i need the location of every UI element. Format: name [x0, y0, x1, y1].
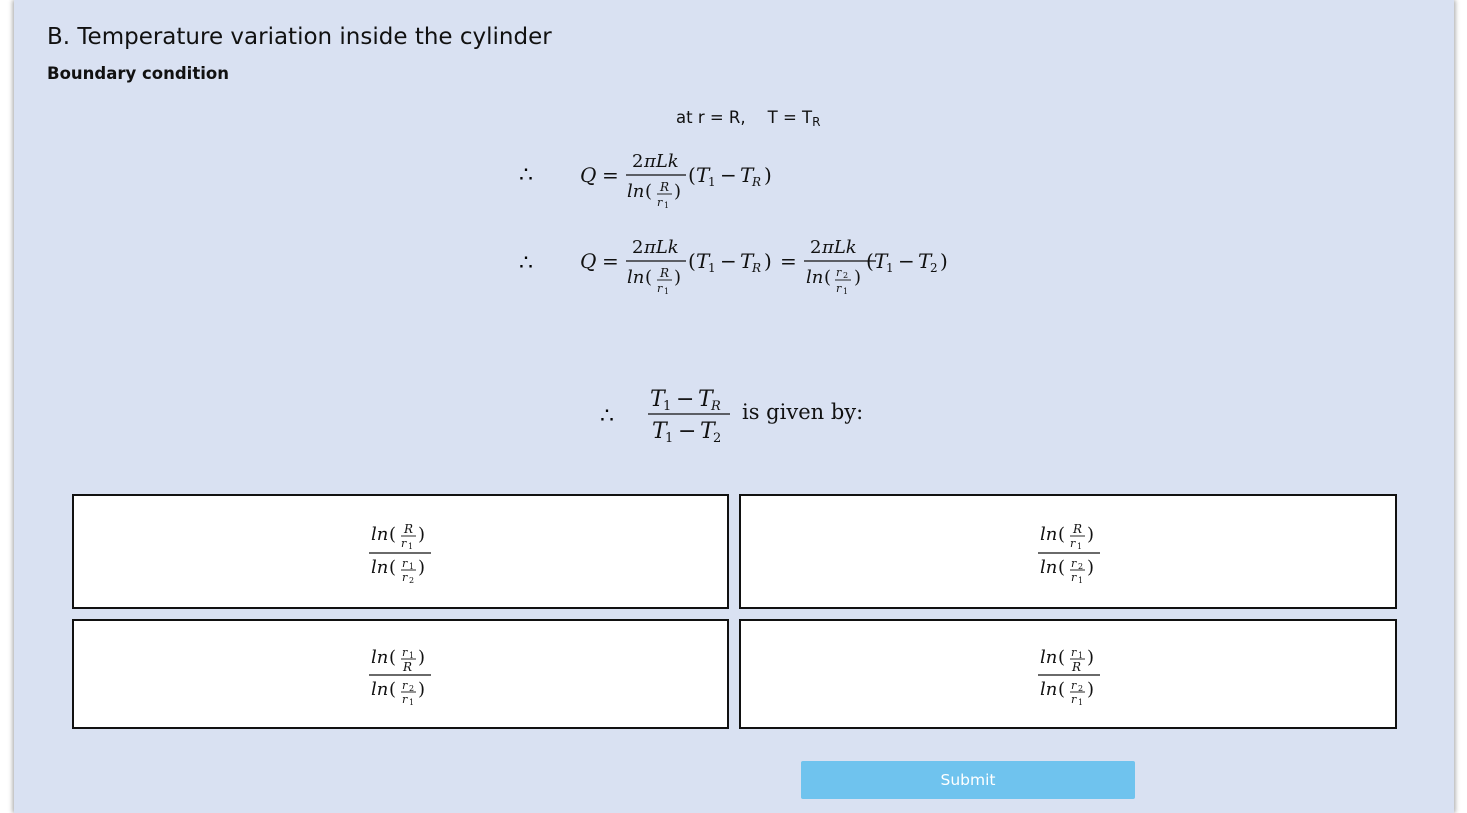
- svg-text:): ): [1087, 524, 1095, 545]
- svg-text:T: T: [918, 249, 932, 273]
- svg-text:(: (: [389, 524, 397, 545]
- svg-text:R: R: [660, 180, 670, 194]
- svg-text:R: R: [1073, 522, 1083, 536]
- svg-text:1: 1: [664, 287, 670, 296]
- svg-text:): ): [418, 647, 426, 668]
- svg-text:r: r: [401, 537, 407, 550]
- svg-text:2: 2: [1078, 684, 1084, 693]
- svg-text:R: R: [711, 399, 721, 414]
- svg-text:ln: ln: [371, 679, 389, 700]
- svg-text:): ): [1087, 679, 1095, 700]
- section-subtitle: Boundary condition: [47, 64, 229, 83]
- svg-text:r: r: [1071, 557, 1077, 570]
- svg-text:T: T: [696, 163, 710, 187]
- svg-text:πLk: πLk: [644, 237, 679, 258]
- svg-text:−: −: [898, 249, 915, 273]
- svg-text:ln: ln: [1040, 679, 1058, 700]
- svg-text:1: 1: [408, 542, 414, 551]
- svg-text:r: r: [657, 196, 663, 209]
- svg-text:T: T: [740, 163, 754, 187]
- question-fraction: [594, 378, 744, 448]
- svg-text:): ): [418, 679, 426, 700]
- svg-text:2: 2: [409, 576, 415, 585]
- svg-text:R: R: [403, 660, 413, 674]
- svg-text:r: r: [657, 282, 663, 295]
- svg-text:T: T: [652, 419, 667, 444]
- svg-text:R: R: [660, 266, 670, 280]
- svg-text:−: −: [676, 387, 695, 412]
- svg-text:−: −: [678, 419, 697, 444]
- question-text: is given by:: [742, 400, 864, 424]
- svg-text:−: −: [720, 249, 737, 273]
- svg-text:T: T: [740, 249, 754, 273]
- submit-button[interactable]: Submit: [801, 761, 1135, 799]
- svg-text:2: 2: [1078, 562, 1084, 571]
- section-title: B. Temperature variation inside the cylinder: [47, 24, 552, 50]
- svg-text:(: (: [1058, 524, 1066, 545]
- svg-text:r: r: [402, 571, 408, 584]
- therefore-2: ∴: [519, 251, 533, 276]
- svg-text:1: 1: [1077, 542, 1083, 551]
- equation-1: [514, 140, 814, 215]
- svg-text:2: 2: [810, 237, 822, 258]
- option-d-formula: [741, 621, 1399, 727]
- svg-text:1: 1: [409, 698, 415, 707]
- svg-text:r: r: [1071, 693, 1077, 706]
- therefore-1: ∴: [519, 163, 533, 188]
- svg-text:): ): [854, 267, 862, 288]
- option-b[interactable]: [739, 494, 1397, 609]
- svg-text:1: 1: [663, 399, 672, 414]
- svg-text:ln: ln: [371, 524, 389, 545]
- svg-text:πLk: πLk: [822, 237, 857, 258]
- svg-text:): ): [764, 249, 772, 273]
- svg-text:1: 1: [409, 651, 415, 660]
- svg-text:(: (: [688, 163, 696, 187]
- svg-text:R: R: [1072, 660, 1082, 674]
- svg-text:ln: ln: [371, 647, 389, 668]
- equation-2: [514, 228, 974, 303]
- svg-text:r: r: [1071, 679, 1077, 692]
- svg-text:(: (: [645, 181, 653, 202]
- condition-t-sub: R: [812, 115, 821, 129]
- svg-text:r: r: [402, 646, 408, 659]
- therefore-3: ∴: [600, 404, 614, 429]
- svg-text:(: (: [645, 267, 653, 288]
- svg-text:ln: ln: [371, 557, 389, 578]
- svg-text:2: 2: [843, 271, 849, 280]
- svg-text:1: 1: [664, 201, 670, 210]
- svg-text:1: 1: [1078, 698, 1084, 707]
- svg-text:R: R: [752, 175, 762, 189]
- svg-text:R: R: [404, 522, 414, 536]
- svg-text:1: 1: [708, 175, 716, 189]
- svg-text:(: (: [1058, 679, 1066, 700]
- option-b-formula: [741, 496, 1399, 607]
- svg-text:1: 1: [665, 431, 674, 446]
- svg-text:): ): [1087, 557, 1095, 578]
- svg-text:ln: ln: [1040, 524, 1058, 545]
- svg-text:(: (: [1058, 647, 1066, 668]
- svg-text:Q: Q: [580, 163, 597, 187]
- svg-text:ln: ln: [1040, 647, 1058, 668]
- svg-text:r: r: [1070, 537, 1076, 550]
- option-d[interactable]: [739, 619, 1397, 729]
- condition-t: T = T: [767, 108, 813, 127]
- boundary-condition: [676, 108, 820, 129]
- svg-text:): ): [1087, 647, 1095, 668]
- svg-text:−: −: [720, 163, 737, 187]
- svg-text:T: T: [700, 419, 715, 444]
- svg-text:T: T: [650, 387, 665, 412]
- svg-text:πLk: πLk: [644, 151, 679, 172]
- svg-text:(: (: [389, 557, 397, 578]
- svg-text:(: (: [389, 679, 397, 700]
- svg-text:r: r: [402, 693, 408, 706]
- option-c[interactable]: [72, 619, 729, 729]
- svg-text:): ): [418, 557, 426, 578]
- svg-text:T: T: [874, 249, 888, 273]
- svg-text:ln: ln: [806, 267, 824, 288]
- svg-text:2: 2: [632, 151, 644, 172]
- svg-text:): ): [418, 524, 426, 545]
- svg-text:R: R: [752, 261, 762, 275]
- svg-text:=: =: [780, 249, 797, 273]
- svg-text:=: =: [602, 163, 619, 187]
- svg-text:): ): [940, 249, 948, 273]
- svg-text:2: 2: [409, 684, 415, 693]
- svg-text:r: r: [402, 679, 408, 692]
- svg-text:(: (: [824, 267, 832, 288]
- svg-text:(: (: [688, 249, 696, 273]
- svg-text:): ): [764, 163, 772, 187]
- svg-text:ln: ln: [627, 267, 645, 288]
- svg-text:ln: ln: [627, 181, 645, 202]
- svg-text:r: r: [1071, 646, 1077, 659]
- option-a[interactable]: [72, 494, 729, 609]
- svg-text:r: r: [836, 282, 842, 295]
- svg-text:Q: Q: [580, 249, 597, 273]
- option-a-formula: [74, 496, 731, 607]
- condition-r: at r = R,: [676, 108, 746, 127]
- svg-text:r: r: [402, 557, 408, 570]
- svg-text:1: 1: [1078, 651, 1084, 660]
- svg-text:T: T: [696, 249, 710, 273]
- svg-text:1: 1: [708, 261, 716, 275]
- svg-text:2: 2: [713, 431, 722, 446]
- option-c-formula: [74, 621, 731, 727]
- svg-text:(: (: [1058, 557, 1066, 578]
- svg-text:=: =: [602, 249, 619, 273]
- svg-text:2: 2: [930, 261, 938, 275]
- svg-text:1: 1: [1078, 576, 1084, 585]
- svg-text:ln: ln: [1040, 557, 1058, 578]
- svg-text:2: 2: [632, 237, 644, 258]
- svg-text:T: T: [698, 387, 713, 412]
- svg-text:1: 1: [886, 261, 894, 275]
- svg-text:1: 1: [843, 287, 849, 296]
- svg-text:): ): [674, 181, 682, 202]
- svg-text:(: (: [866, 249, 874, 273]
- svg-text:): ): [674, 267, 682, 288]
- svg-text:r: r: [1071, 571, 1077, 584]
- svg-text:r: r: [836, 266, 842, 279]
- svg-text:1: 1: [409, 562, 415, 571]
- svg-text:(: (: [389, 647, 397, 668]
